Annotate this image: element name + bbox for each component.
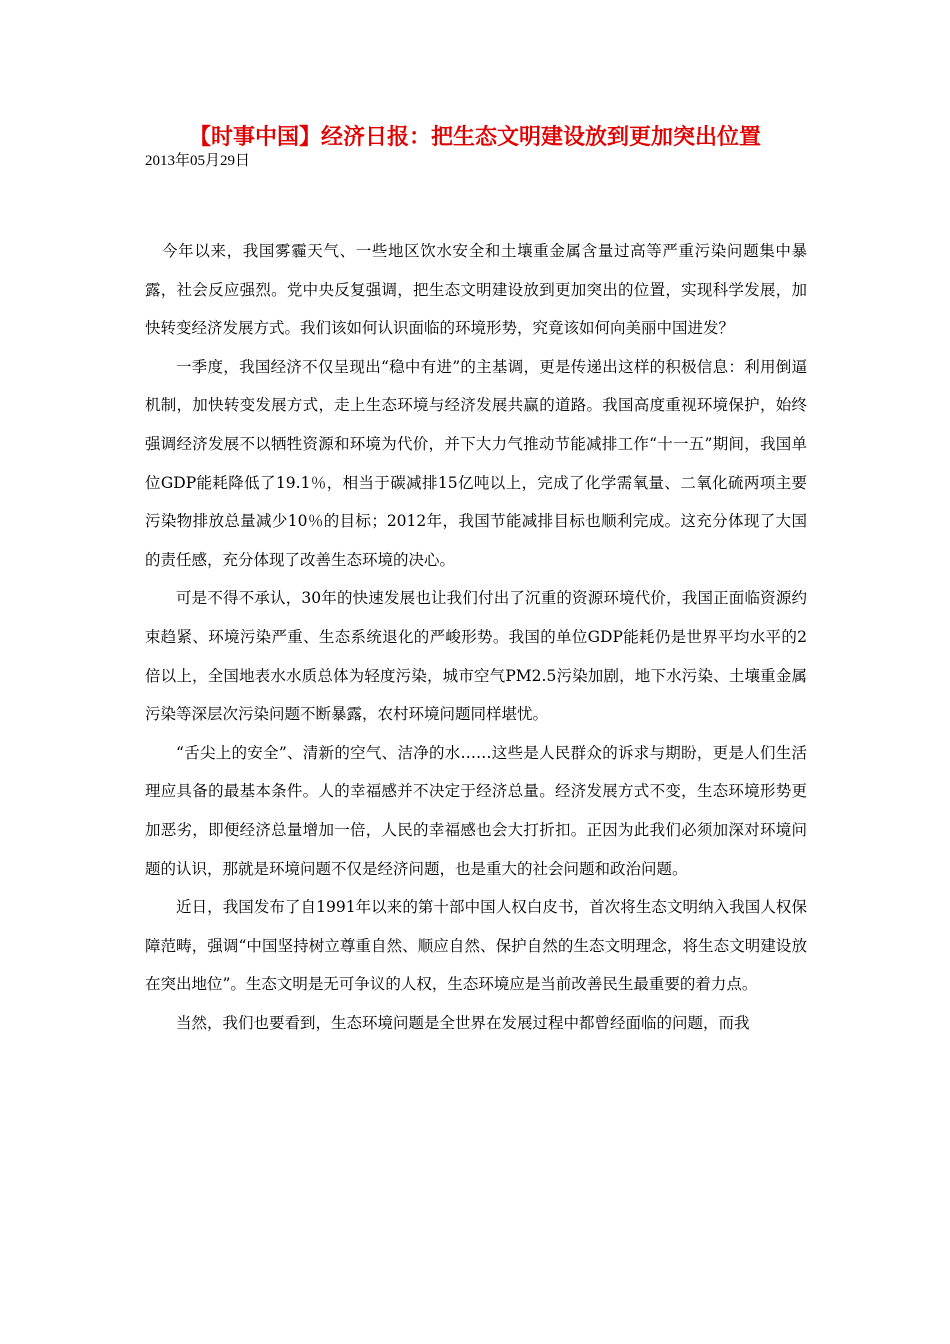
paragraph-1: 今年以来，我国雾霾天气、一些地区饮水安全和土壤重金属含量过高等严重污染问题集中暴露，社会反应强烈。党中央反复强调，把生态文明建设放到更加突出的位置，实现科学发展，加快转变经济发展方式。我们该如何认识面临的环境形势，究竟该如何向美丽中国进发？ <box>145 242 807 338</box>
article-title: 【时事中国】经济日报：把生态文明建设放到更加突出位置 <box>188 124 761 150</box>
article-body <box>145 232 807 1042</box>
paragraph-3: 可是不得不承认，30年的快速发展也让我们付出了沉重的资源环境代价，我国正面临资源约束趋紧、环境污染严重、生态系统退化的严峻形势。我国的单位GDP能耗仍是世界平均水平的2倍以上，全国地表水水质总体为轻度污染，城市空气PM2.5污染加剧，地下水污染、土壤重金属污染等深层次污染问题不断暴露，农村环境问题同样堪忧。 <box>145 589 807 724</box>
paragraph-4: “舌尖上的安全”、清新的空气、洁净的水……这些是人民群众的诉求与期盼，更是人们生活理应具备的最基本条件。人的幸福感并不决定于经济总量。经济发展方式不变，生态环境形势更加恶劣，即便经济总量增加一倍，人民的幸福感也会大打折扣。正因为此我们必须加深对环境问题的认识，那就是环境问题不仅是经济问题，也是重大的社会问题和政治问题。 <box>145 743 807 878</box>
paragraph-5: 近日，我国发布了自1991年以来的第十部中国人权白皮书，首次将生态文明纳入我国人权保障范畴，强调“中国坚持树立尊重自然、顺应自然、保护自然的生态文明理念，将生态文明建设放在突出地位”。生态文明是无可争议的人权，生态环境应是当前改善民生最重要的着力点。 <box>145 898 807 994</box>
article-date: 2013年05月29日 <box>145 153 251 169</box>
paragraph-2: 一季度，我国经济不仅呈现出“稳中有进”的主基调，更是传递出这样的积极信息：利用倒逼机制，加快转变发展方式，走上生态环境与经济发展共赢的道路。我国高度重视环境保护，始终强调经济发展不以牺牲资源和环境为代价，并下大力气推动节能减排工作“十一五”期间，我国单位GDP能耗降低了19.1％，相当于碳减排15亿吨以上，完成了化学需氧量、二氧化硫两项主要污染物排放总量减少10％的目标；2012年，我国节能减排目标也顺利完成。这充分体现了大国的责任感，充分体现了改善生态环境的决心。 <box>145 357 807 569</box>
paragraph-6: 当然，我们也要看到，生态环境问题是全世界在发展过程中都曾经面临的问题，而我 <box>176 1013 750 1032</box>
